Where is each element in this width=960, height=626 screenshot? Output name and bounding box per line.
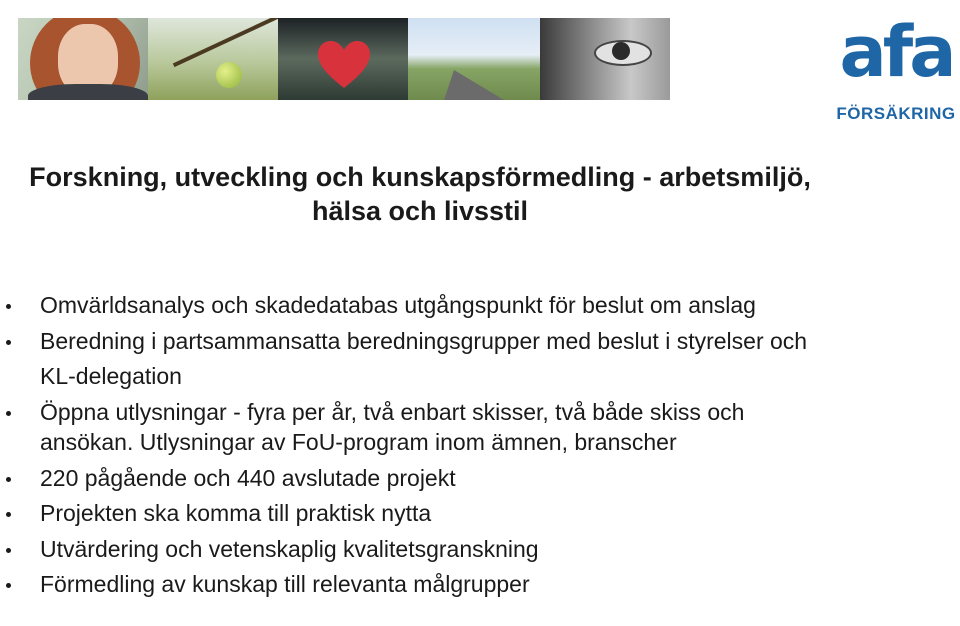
photo-apple-branch: [173, 18, 278, 67]
photo-road: [408, 18, 540, 100]
bullet-icon: [6, 477, 11, 482]
slide-title: [0, 160, 840, 228]
list-item: [0, 532, 940, 568]
list-item-text: Beredning i partsammansatta beredningsgrupper med beslut i styrelser och: [40, 327, 808, 354]
bullet-icon: [6, 583, 11, 588]
slide-title-line2: hälsa och livsstil: [311, 196, 529, 226]
list-item-continuation: ansökan. Utlysningar av FoU-program inom ämnen, branscher: [40, 429, 677, 455]
photo-eye: [540, 18, 670, 100]
photo-apple: [148, 18, 278, 100]
photo-road-lane: [444, 70, 504, 100]
list-item: [0, 496, 940, 532]
bullet-icon: [6, 411, 11, 416]
logo-subtitle: FÖRSÄKRING: [836, 104, 956, 123]
bullet-icon: [6, 340, 11, 345]
afa-logo: [834, 4, 958, 128]
logo-mark: afa: [839, 11, 953, 93]
list-item-text: Omvärldsanalys och skadedatabas utgångspunkt för beslut om anslag: [40, 292, 756, 318]
list-item: [0, 567, 940, 603]
apple-icon: [216, 62, 242, 88]
bullet-icon: [6, 548, 11, 553]
list-item: [0, 288, 940, 324]
bullet-icon: [6, 512, 11, 517]
heart-icon: [316, 40, 372, 90]
photo-strip: [18, 18, 670, 100]
bullet-list: [0, 288, 940, 603]
photo-woman-coat: [28, 84, 148, 100]
list-item: [0, 324, 940, 395]
list-item-text: Utvärdering och vetenskaplig kvalitetsgranskning: [40, 535, 539, 562]
bullet-icon: [6, 304, 11, 309]
list-item: [0, 461, 940, 497]
photo-heart: [278, 18, 408, 100]
list-item-text: Öppna utlysningar - fyra per år, två enbart skisser, två både skiss och: [40, 398, 745, 425]
photo-eye-iris: [612, 42, 630, 60]
list-item: [0, 395, 940, 461]
list-item-text: 220 pågående och 440 avslutade projekt: [40, 464, 456, 491]
list-item-text: Förmedling av kunskap till relevanta målgrupper: [40, 571, 530, 597]
list-item-continuation: KL-delegation: [40, 363, 182, 389]
list-item-text: Projekten ska komma till praktisk nytta: [40, 500, 432, 526]
slide-title-line1: Forskning, utveckling och kunskapsförmedling - arbetsmiljö,: [29, 162, 811, 192]
photo-woman: [18, 18, 148, 100]
